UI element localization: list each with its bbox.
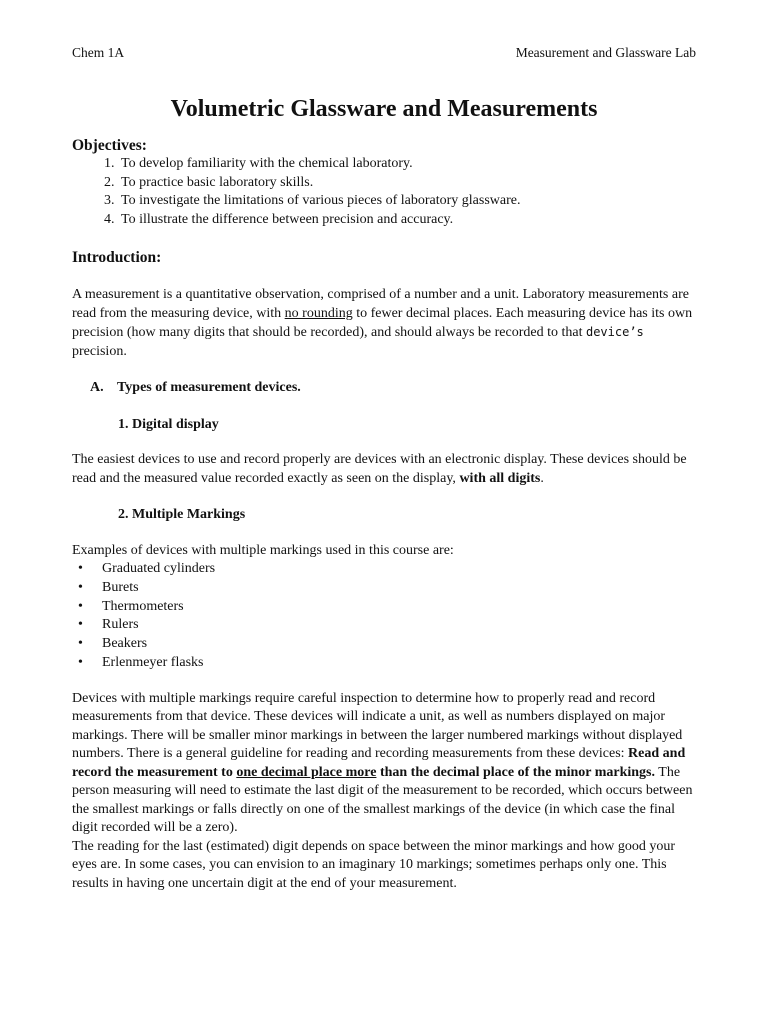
document-title: Volumetric Glassware and Measurements xyxy=(170,96,598,122)
header-lab-title: Measurement and Glassware Lab xyxy=(515,45,696,60)
device-list-item: • Graduated cylinders xyxy=(102,560,696,579)
multiple-markings-intro: Examples of devices with multiple markings used in this course are: xyxy=(72,542,454,558)
objective-item: 3. To investigate the limitations of various pieces of laboratory glassware. xyxy=(118,192,696,211)
device-list-item: • Thermometers xyxy=(102,598,696,617)
intro-text-a: A measurement is a quantitative observation, comprised of a number and a unit. Laboratory measurements are read from the measuring device, with xyxy=(72,287,689,321)
estimated-digit-paragraph: The reading for the last (estimated) digit depends on space between the minor markings and how good your eyes are. In some cases, you can envision to an imaginary 10 markings; sometimes perhaps only one. This results in having one uncertain digit at the end of your measurement. xyxy=(72,838,675,891)
intro-text-c: precision. xyxy=(72,343,127,359)
mm-text-b: The person measuring will need to estimate the last digit of the measurement to be recorded, which occurs between the smallest markings or falls directly on one of the smallest markings of the device (in which case the final digit recorded will be a zero). xyxy=(72,764,693,836)
objectives-list xyxy=(72,155,696,229)
introduction-heading: Introduction: xyxy=(72,249,162,266)
section-a-heading xyxy=(72,379,696,398)
digital-bold: with all digits xyxy=(459,470,541,486)
section-a-marker: A. xyxy=(90,380,104,395)
mm-bold-underline: one decimal place more xyxy=(236,764,377,780)
introduction-paragraph xyxy=(72,286,696,361)
header-course: Chem 1A xyxy=(72,45,125,60)
digital-end: . xyxy=(540,470,544,486)
objective-item: 4. To illustrate the difference between precision and accuracy. xyxy=(118,211,696,230)
mm-bold-1: Read and record the measurement to xyxy=(72,746,686,780)
objectives-heading: Objectives: xyxy=(72,137,147,154)
mm-bold-2: than the decimal place of the minor markings. xyxy=(376,764,656,780)
multiple-markings-heading: 2. Multiple Markings xyxy=(118,507,246,522)
device-list-item: • Burets xyxy=(102,579,696,598)
document-page xyxy=(72,44,696,893)
intro-devices-word: device’s xyxy=(585,325,644,339)
device-list xyxy=(72,560,696,673)
device-list-item: • Beakers xyxy=(102,635,696,654)
digital-display-heading: 1. Digital display xyxy=(118,416,219,432)
page-header xyxy=(72,44,696,62)
device-list-item: • Erlenmeyer flasks xyxy=(102,654,696,673)
section-a-title: Types of measurement devices. xyxy=(117,380,301,395)
objective-item: 1. To develop familiarity with the chemical laboratory. xyxy=(118,155,696,174)
mm-text-a: Devices with multiple markings require careful inspection to determine how to properly read and record measurements from that device. These devices will indicate a unit, as well as numbers displayed on major markings. There will be smaller minor markings in between the larger numbered markings without displayed numbers. There is a general guideline for reading and recording measurements from these devices: xyxy=(72,690,683,762)
device-list-item: • Rulers xyxy=(102,616,696,635)
multiple-markings-paragraph xyxy=(72,690,696,838)
digital-display-paragraph xyxy=(72,451,696,488)
objective-item: 2. To practice basic laboratory skills. xyxy=(118,174,696,193)
digital-text: The easiest devices to use and record properly are devices with an electronic display. These devices should be read and the measured value recorded exactly as seen on the display, xyxy=(72,452,687,486)
intro-no-rounding: no rounding xyxy=(284,305,353,321)
intro-text-b: to fewer decimal places. Each measuring device has its own precision (how many digits that should be recorded), and should always be recorded to that xyxy=(72,305,693,340)
